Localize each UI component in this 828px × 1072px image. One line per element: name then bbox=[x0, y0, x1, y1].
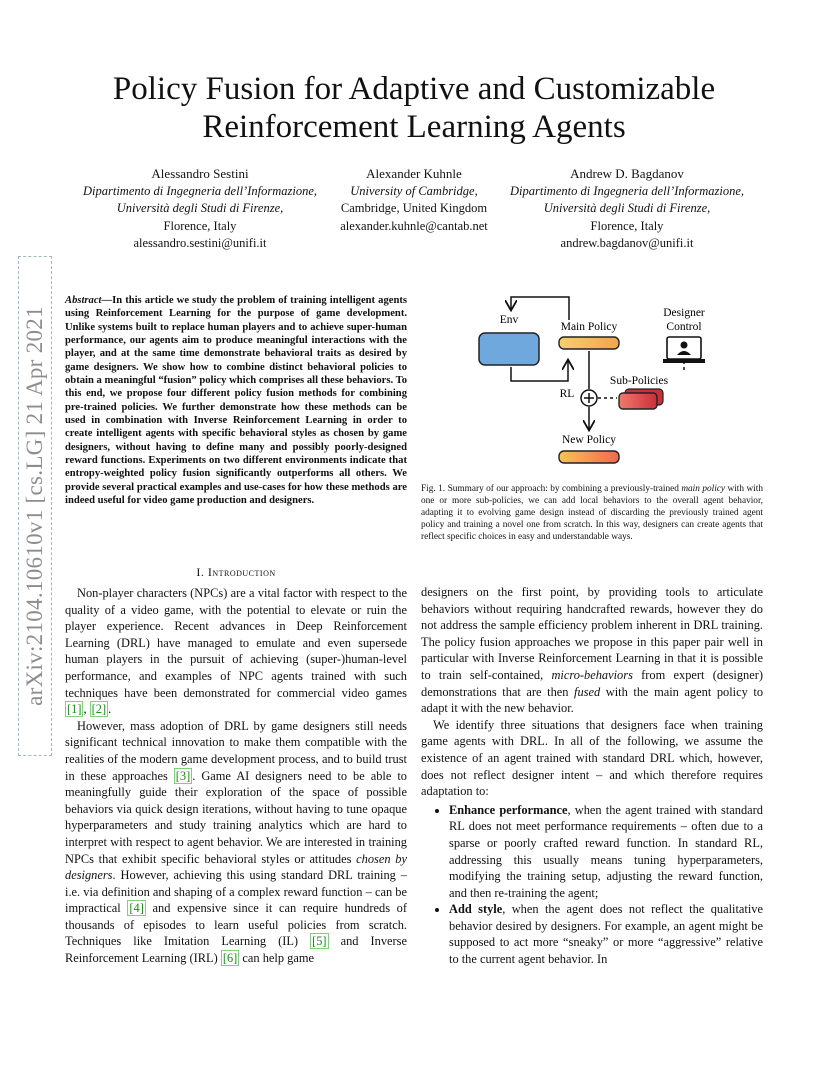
paragraph: designers on the first point, by providing tools to articulate behaviors without requiring handcrafted rewards, however they do not address the sample efficiency problem inherent in DRL training. The policy fusion approaches we propose in this paper pair well in particular with Inverse Reinforcement Learning in that it is possible to train self-contained, micro-behaviors from expert (designer) demonstrations that are then fused with the main agent policy to adapt it with the new behavior. bbox=[421, 585, 764, 716]
rl-label: RL bbox=[559, 388, 575, 400]
citation-link[interactable]: [5] bbox=[312, 934, 327, 949]
author-affiliation: Università degli Studi di Firenze, bbox=[543, 201, 711, 216]
paragraph: Non-player characters (NPCs) are a vital factor with respect to the quality of a video game, with the potential to elevate or ruin the player experience. Recent advances in Deep Reinforcement Learning (DRL) have managed to emulate and even supersede human players in the pursuit of achieving (super-)human-level performance, and examples of NPC agents trained with such techniques have been demonstrated for commercial video games [1] , [2] . bbox=[65, 586, 407, 717]
list-item: • Enhance performance, when the agent trained with standard RL does not meet performance requirements – often due to a sparse or poorly crafted reward function. In standard RL, addressing this usually means tuning hyperparameters, modifying the training setup, adjusting the reward function, and then re-training the agent; bbox=[449, 802, 763, 902]
approach-diagram bbox=[421, 285, 763, 485]
author-email: alessandro.sestini@unifi.it bbox=[133, 235, 267, 250]
env-label: Env bbox=[499, 314, 519, 326]
author-affiliation: Dipartimento di Ingegneria dell’Informazione, bbox=[83, 184, 317, 199]
title-line-1: Policy Fusion for Adaptive and Customizable bbox=[112, 71, 716, 107]
title-line-2: Reinforcement Learning Agents bbox=[202, 109, 626, 145]
author-block-2 bbox=[330, 165, 498, 235]
author-affiliation: Dipartimento di Ingegneria dell’Informazione, bbox=[510, 184, 744, 199]
figure-diagram bbox=[421, 285, 763, 485]
author-block-1 bbox=[68, 165, 332, 252]
author-location: Florence, Italy bbox=[590, 218, 664, 233]
author-name: Alessandro Sestini bbox=[151, 166, 249, 181]
new-policy-label: New Policy bbox=[562, 434, 616, 446]
arxiv-stamp bbox=[18, 256, 52, 756]
paragraph: We identify three situations that designers face when training game agents with DRL. In all of the following, we assume the existence of an agent trained with standard DRL which, however, does not reflect designer intent – and which therefore requires adaptation to: bbox=[421, 717, 763, 799]
paragraph: However, mass adoption of DRL by game designers still needs significant technical innovation to make them compatible with the realities of the modern game development process, and to build trust in these approaches [3] . Game AI designers need to be able to meaningfully guide their exploration of the space of possible behaviors via quick design iterations, without having to tune opaque hyperparameters and study training analytics which are hard to interpret with respect to agent behavior. We are interested in training NPCs that exhibit specific behavioral styles or attitudes chosen by designers. However, achieving this using standard DRL training – i.e. via definition and shaping of a complex reward function – can be impractical [4] and expensive since it can require hundreds of thousands of episodes to learn useful policies from scratch. Techniques like Imitation Learning (IL) [5] and Inverse Reinforcement Learning (IRL) [6] can help game bbox=[65, 718, 407, 966]
designer-label-2: Control bbox=[666, 321, 702, 333]
figure-caption: Fig. 1. Summary of our approach: by combining a previously-trained main policy with with one or more sub-policies, we can add local behaviors to the overall agent behavior, adapting it to evolving game design instead of discarding the previously trained agent policy and training a novel one from scratch. In this way, designers can create agents that reflect specific choices in easy and understandable ways. bbox=[421, 484, 763, 543]
author-email: alexander.kuhnle@cantab.net bbox=[340, 218, 488, 233]
citation-link[interactable]: [2] bbox=[91, 702, 107, 717]
author-location: Cambridge, United Kingdom bbox=[340, 201, 488, 216]
paper-title bbox=[60, 70, 768, 146]
abstract-text: —In this article we study the problem of training intelligent agents using Reinforcement Learning for the purpose of game development. Unlike systems built to replace human players and to achieve super-human performance, our agents aim to produce meaningful interactions with the player, and at the same time demonstrate behavioral traits as desired by game designers. We show how to combine distinct behavioral policies to obtain a meaningful “fusion” policy which comprises all these behaviors. To this end, we propose four different policy fusion methods for combining pre-trained policies. We further demonstrate how these methods can be used in combination with Inverse Reinforcement Learning in order to create intelligent agents with specific behavioral styles as chosen by game designers, without having to define many and possibly poorly-designed reward functions. Experiments on two different environments indicate that entropy-weighted policy fusion significantly outperforms all others. We provide several practical examples and use-cases for how these methods are indeed useful for video game production and designers. bbox=[65, 295, 407, 507]
author-affiliation: University of Cambridge, bbox=[350, 184, 478, 199]
author-name: Andrew D. Bagdanov bbox=[570, 166, 684, 181]
section-title: I. Introduction bbox=[196, 565, 276, 579]
abstract-label: Abstract bbox=[65, 295, 102, 306]
author-name: Alexander Kuhnle bbox=[366, 166, 462, 181]
abstract bbox=[65, 294, 407, 508]
right-column-body bbox=[421, 584, 763, 968]
list-item: • Add style, when the agent does not reflect the qualitative behavior desired by designers. For example, an agent might be supposed to act more “sneaky” or more “aggressive” relative to the current agent behavior. In bbox=[449, 901, 763, 967]
citation-link[interactable]: [6] bbox=[222, 951, 238, 966]
arxiv-id: arXiv:2104.10610v1 [cs.LG] 21 Apr 2021 bbox=[22, 306, 47, 706]
author-location: Florence, Italy bbox=[163, 218, 237, 233]
sub-policy-box bbox=[619, 393, 657, 409]
new-policy-box bbox=[559, 451, 619, 463]
action-arrow bbox=[511, 297, 569, 320]
author-block-3 bbox=[495, 165, 759, 252]
left-column-body bbox=[65, 585, 407, 967]
main-policy-label: Main Policy bbox=[560, 321, 618, 333]
citation-link[interactable]: [1] bbox=[67, 702, 82, 717]
main-policy-box bbox=[559, 337, 619, 349]
citation-link[interactable]: [4] bbox=[129, 901, 144, 916]
env-box bbox=[479, 333, 539, 365]
situations-list bbox=[421, 802, 763, 968]
designer-head-icon bbox=[681, 342, 688, 349]
sub-policies-label: Sub-Policies bbox=[609, 375, 669, 387]
author-email: andrew.bagdanov@unifi.it bbox=[560, 235, 694, 250]
citation-link[interactable]: [3] bbox=[175, 768, 191, 783]
author-affiliation: Università degli Studi di Firenze, bbox=[116, 201, 284, 216]
laptop-base-icon bbox=[663, 359, 705, 363]
designer-label-1: Designer bbox=[663, 307, 705, 319]
